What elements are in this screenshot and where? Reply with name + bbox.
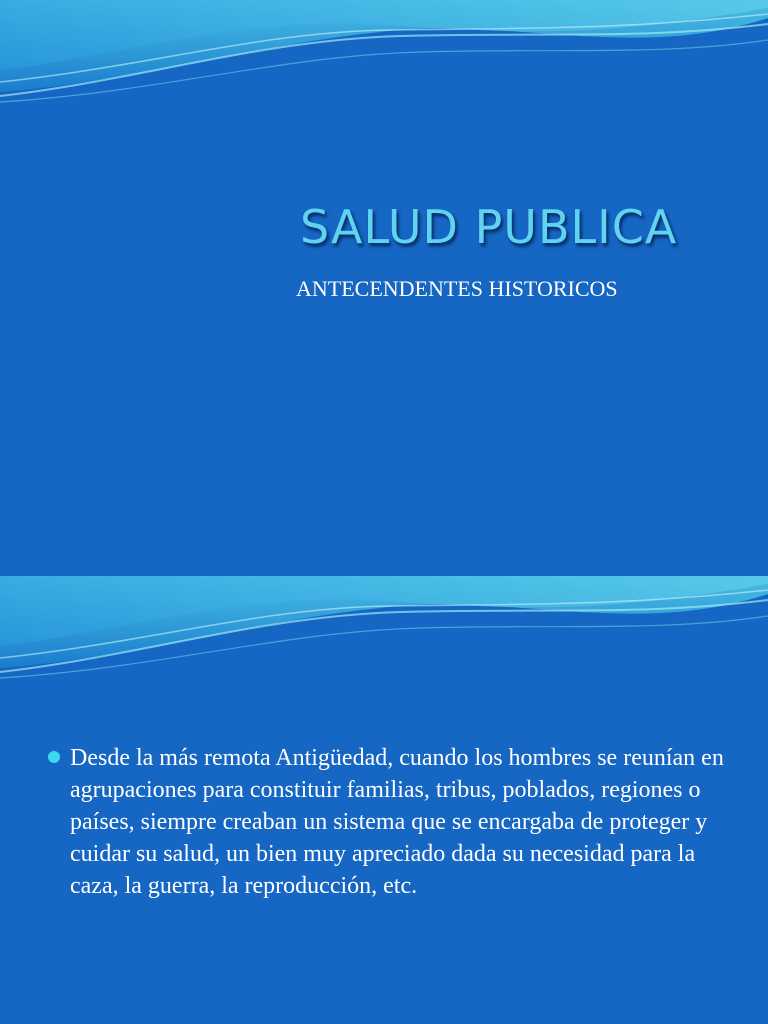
slide-subtitle: ANTECENDENTES HISTORICOS bbox=[296, 276, 618, 301]
bullet-icon bbox=[48, 751, 60, 763]
slide-title: SALUD PUBLICA bbox=[300, 200, 678, 254]
wave-decoration bbox=[0, 576, 768, 686]
bullet-item bbox=[48, 742, 738, 902]
wave-decoration bbox=[0, 0, 768, 110]
content-slide bbox=[0, 576, 768, 1024]
bullet-text: Desde la más remota Antigüedad, cuando los hombres se reunían en agrupaciones para constituir familias, tribus, poblados, regiones o países, siempre creaban un sistema que se encargaba de proteger y cuidar su salud, un bien muy apreciado dada su necesidad para la caza, la guerra, la reproducción, etc. bbox=[70, 745, 724, 899]
